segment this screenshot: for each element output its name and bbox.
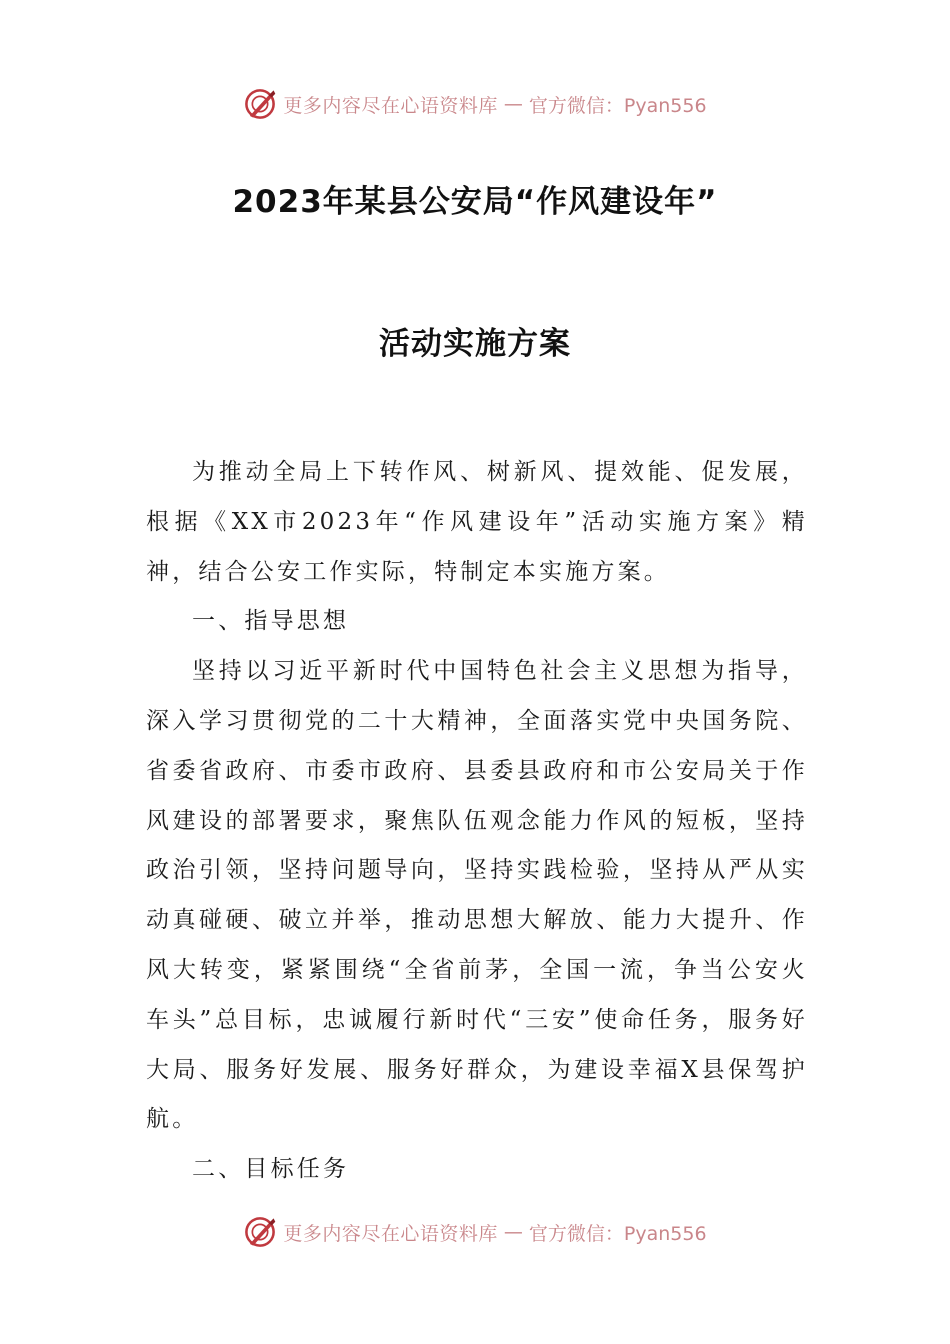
banner-wechat: 官方微信：Pyan556	[528, 94, 707, 117]
pen-logo-icon	[243, 87, 277, 121]
intro-paragraph: 为推动全局上下转作风、树新风、提效能、促发展，根据《XX市2023年“作风建设年”活动实施方案》精神，结合公安工作实际，特制定本实施方案。	[146, 459, 808, 585]
header-watermark-banner	[0, 84, 950, 124]
section-heading-guiding-ideology: 一、指导思想	[192, 608, 350, 635]
banner-wechat: 官方微信：Pyan556	[528, 1222, 707, 1245]
section-heading-objectives: 二、目标任务	[192, 1156, 350, 1183]
document-body	[146, 448, 808, 1195]
footer-watermark-banner	[0, 1212, 950, 1252]
banner-dash: —	[503, 93, 523, 115]
document-title-line2: 活动实施方案	[379, 326, 571, 362]
banner-text: 更多内容尽在心语资料库	[283, 94, 498, 117]
document-title-line1: 2023年某县公安局“作风建设年”	[232, 184, 718, 220]
banner-dash: —	[503, 1221, 523, 1243]
banner-text: 更多内容尽在心语资料库	[283, 1222, 498, 1245]
pen-logo-icon	[243, 1215, 277, 1249]
guiding-ideology-paragraph: 坚持以习近平新时代中国特色社会主义思想为指导，深入学习贯彻党的二十大精神，全面落实党中央国务院、省委省政府、市委市政府、县委县政府和市公安局关于作风建设的部署要求，聚焦队伍观念能力作风的短板，坚持政治引领，坚持问题导向，坚持实践检验，坚持从严从实动真碰硬、破立并举，推动思想大解放、能力大提升、作风大转变，紧紧围绕“全省前茅，全国一流，争当公安火车头”总目标，忠诚履行新时代“三安”使命任务，服务好大局、服务好发展、服务好群众，为建设幸福X县保驾护航。	[146, 658, 808, 1133]
